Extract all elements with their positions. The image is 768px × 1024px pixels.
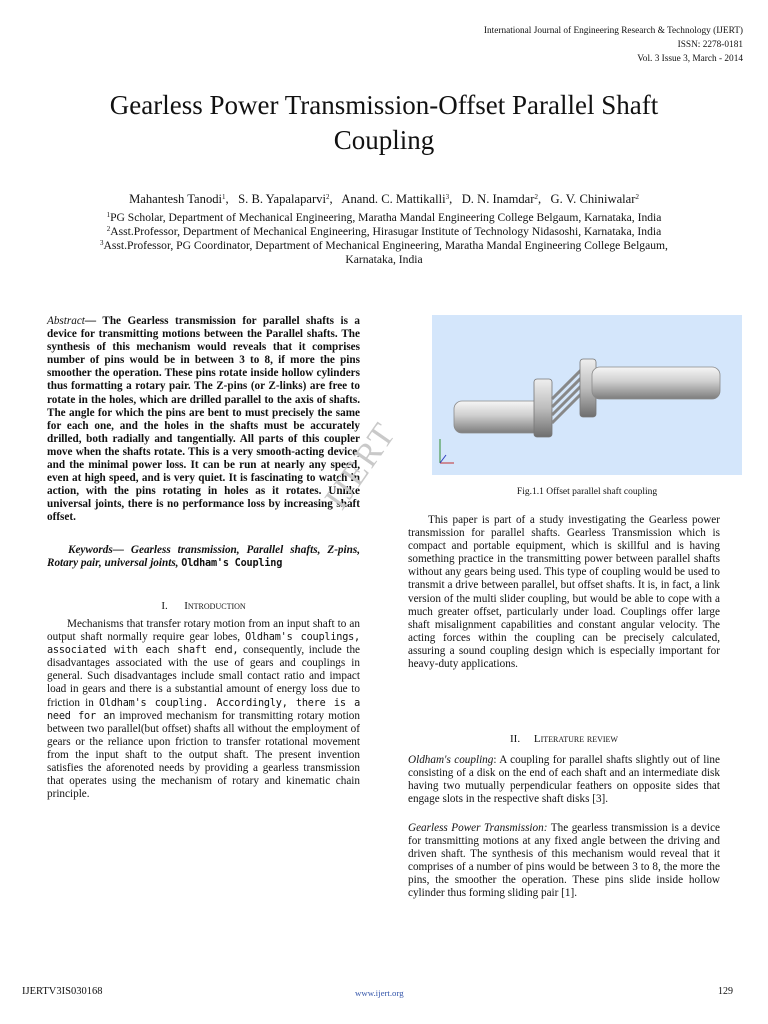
affiliation-text: PG Scholar, Department of Mechanical Engineering, Maratha Mandal Engineering College Belgaum, Karnataka, India <box>110 211 662 224</box>
intro-text: The present invention satisfies the aforenoted needs by providing a gearless transmission that operates using the mechanism of rotary and kinematic chain principle. <box>47 748 360 801</box>
right-intro-paragraph: This paper is part of a study investigating the Gearless power transmission for parallel shafts. Gearless Transmission which is compact and portable equipment, which is skillful and is having something practice in the transmitting power between parallel shafts without any gears being used. This type of coupling would be used to transmit a drive between parallel, but offset shafts. It is, in fact, a link version of the multi slider coupling, but would be able to cope with a much greater offset, particularly under load. Couplings offer large shaft misalignment capabilities and constant angular velocity. The acting forces within the coupling can be precisely calculated, assuring a sound coupling design which is especially important for heavy-duty applications. <box>408 514 720 671</box>
intro-handwritten: Oldham's coupling. Accordingly, there is a need for an <box>47 697 361 722</box>
abstract-text: The Gearless transmission for parallel shafts is a device for transmitting motions between the Parallel shafts. The synthesis of this mechanism would reveals that it comprises number of pins would be in between 3 to 8, if more the pins smoother the operation. These pins rotate inside hollow cylinders thus formatting a rotary pair. The Z-pins (or Z-links) are free to rotate in the holes, which are drilled parallel to the axis of shafts. The angle for which the pins are bent to must precisely the same for each one, and the holes in the shafts must be accurately drilled, both radially and tangentially. All parts of this coupler move when the shafts rotate. This is a very smooth-acting device, and the minimal power loss. It can be run at nearly any speed, even at high speed, and is very quiet. It is fascinating to watch in action, with the pins rotating in holes as it rotates. Unlike universal joints, there is no performance loss by increasing shaft offset. <box>47 315 360 524</box>
affiliation-text: Asst.Professor, Department of Mechanical Engineering, Hirasugar Institute of Technology Nidasoshi, Karnataka, India <box>110 225 662 238</box>
abstract-dash: — <box>84 315 103 327</box>
page-number: 129 <box>718 986 733 997</box>
section-heading-introduction <box>47 600 360 612</box>
author-sup: 2 <box>635 193 639 201</box>
affiliation-1: $^1$PG Scholar, Department of Mechanical Engineering, Maratha Mandal Engineering College Belgaum, Karnataka, India <box>106 211 662 224</box>
author-name: D. N. Inamdar <box>461 192 535 206</box>
intro-text: consequently, include the disadvantages associated with the use of gears and couplings in general. Such disadvantages include small contact ratio and impact load in gears and there is a substantial amount of energy loss due to friction in <box>47 644 361 709</box>
keywords-label: Keywords <box>67 544 113 556</box>
literature-oldham <box>408 754 720 806</box>
paper-id: IJERTV3IS030168 <box>22 986 103 997</box>
author-sup: 2 <box>534 193 538 201</box>
literature-gearless <box>408 822 720 901</box>
author-name: S. B. Yapalaparvi <box>238 192 326 206</box>
title-line-2: Coupling <box>333 125 435 155</box>
section-heading-literature <box>408 733 720 745</box>
volume-issue: Vol. 3 Issue 3, March - 2014 <box>637 54 743 64</box>
author-name: Mahantesh Tanodi <box>129 192 223 206</box>
keywords-last: Oldham's Coupling <box>181 558 283 570</box>
watermark-logo: IJERT <box>318 415 404 517</box>
author-sup: 3 <box>445 193 450 201</box>
section-number: II. <box>510 733 521 745</box>
author-list: Mahantesh Tanodi$^1$, S. B. Yapalaparvi$^2$, Anand. C. Mattikalli$^3$, D. N. Inamdar$^2$, G. V. Chiniwalar$^2$ <box>129 192 639 206</box>
keywords-text: — Gearless transmission, Parallel shafts, Z-pins, Rotary pair, universal joints, <box>47 544 360 570</box>
intro-text: improved mechanism for transmitting rotary motion between two parallel(but offset) shafts all without the employment of gears or the reliance upon friction to transfer rotational movement from the input shaft to the output shaft. <box>47 709 360 761</box>
issn: ISSN: 2278-0181 <box>677 40 743 50</box>
oldham-text: : A coupling for parallel shafts slightly out of line consisting of a disk on the end of each shaft and an intermediate disk having two mutually perpendicular feathers on opposite sides that engage slots in the respective shaft disks [3]. <box>408 754 720 806</box>
intro-handwritten: Oldham's couplings, associated with each shaft end, <box>47 632 360 657</box>
oldham-label: Oldham's coupling <box>408 754 494 766</box>
figure-shaft-coupling <box>432 315 742 475</box>
author-name: G. V. Chiniwalar <box>550 192 636 206</box>
affiliation-text: Asst.Professor, PG Coordinator, Department of Mechanical Engineering, Maratha Mandal Engineering College Belgaum, <box>103 239 668 252</box>
section-title: Literature review <box>533 733 618 745</box>
author-sup: 1 <box>222 193 226 201</box>
affiliation-2: $^2$Asst.Professor, Department of Mechanical Engineering, Hirasugar Institute of Technology Nidasoshi, Karnataka, India <box>106 225 662 238</box>
journal-name: International Journal of Engineering Research & Technology (IJERT) <box>483 26 743 36</box>
section-title: Introduction <box>184 600 246 612</box>
journal-url-link[interactable]: www.ijert.org <box>355 988 404 998</box>
author-sup: 2 <box>325 193 330 201</box>
introduction-body <box>47 618 360 801</box>
abstract <box>47 315 360 525</box>
author-name: Anand. C. Mattikalli <box>341 192 446 206</box>
gpt-text: The gearless transmission is a device for transmitting motions at any fixed angle between the driving and driven shaft. The synthesis of this mechanism would reveal that it comprises of a number of pins would be between 3 to 8, the more the pins, the smoother the operation. These pins slide inside hollow cylinder thus forming sliding pair [1]. <box>408 822 720 900</box>
figure-caption: Fig.1.1 Offset parallel shaft coupling <box>516 487 658 497</box>
paper-title <box>30 88 738 158</box>
abstract-label: Abstract <box>47 315 85 327</box>
section-number: I. <box>161 600 168 612</box>
coupling-illustration <box>432 315 742 475</box>
affiliation-3-cont: Karnataka, India <box>345 253 423 266</box>
keywords <box>47 544 360 570</box>
title-line-1: Gearless Power Transmission-Offset Parallel Shaft <box>109 90 659 120</box>
affiliation-3: $^3$Asst.Professor, PG Coordinator, Department of Mechanical Engineering, Maratha Mandal Engineering College Belgaum, <box>100 239 668 252</box>
gpt-label: Gearless Power Transmission: <box>408 822 548 834</box>
intro-text: Mechanisms that transfer rotary motion from an input shaft to an output shaft normally require gear lobes, <box>47 618 360 644</box>
